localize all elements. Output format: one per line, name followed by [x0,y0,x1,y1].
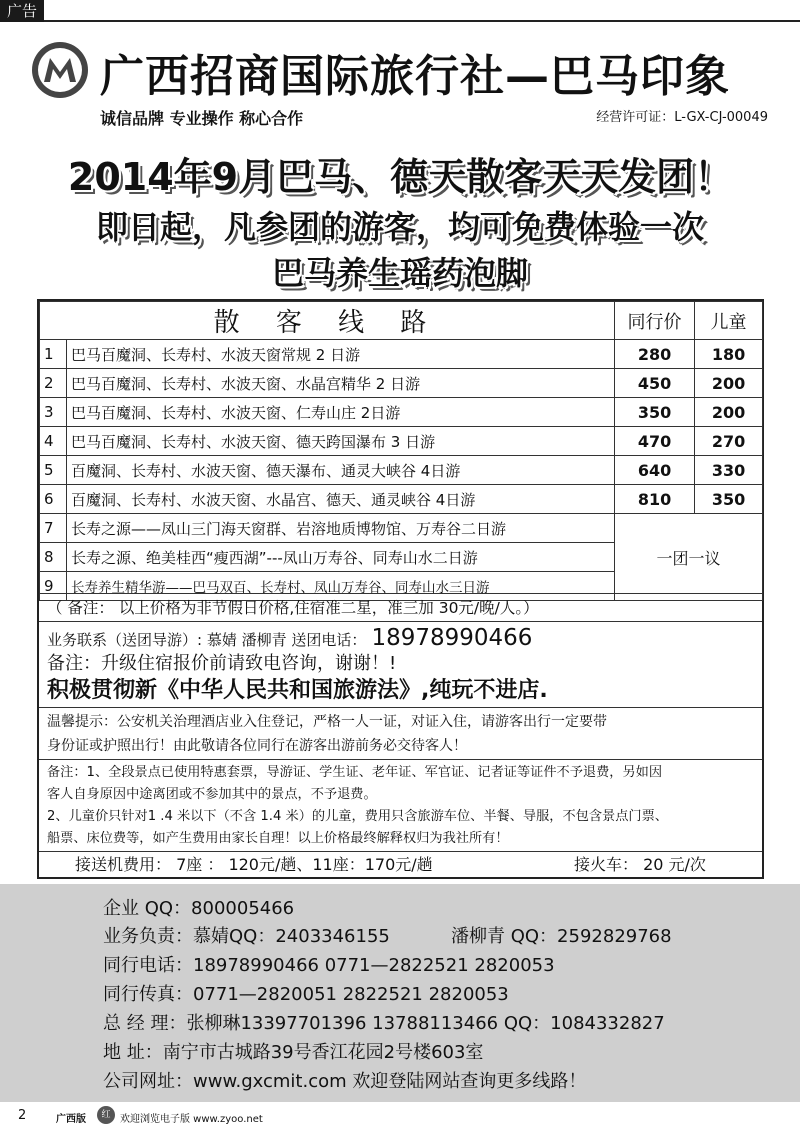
peer-price: 640 [615,456,695,485]
peer-price: 810 [615,485,695,514]
tourism-law-slogan: 积极贯彻新《中华人民共和国旅游法》,纯玩不进店. [47,678,548,703]
peer-fax: 同行传真：0771—2820051 2822521 2820053 [103,984,509,1005]
table-row [40,369,763,398]
transfer-box [39,851,762,877]
route-name: 巴马百魔洞、长寿村、水波天窗常规 2 日游 [67,340,615,369]
child-price: 200 [695,398,763,427]
row-number: 1 [40,340,67,369]
headline-3: 巴马养生瑶药泡脚 [271,254,528,292]
tips-line: 身份证或护照出行！由此敬请各位同行在游客出游前务必交待客人！ [47,738,467,754]
peer-price: 470 [615,427,695,456]
edition-site-link[interactable]: 欢迎浏览电子版 www.zyoo.net [120,1114,263,1125]
staff-qq-a: 业务负责：慕婧QQ：2403346155 [103,926,390,947]
table-row [40,398,763,427]
address: 地 址：南宁市古城路39号香江花园2号楼603室 [103,1042,484,1063]
company-qq: 企业 QQ：800005466 [103,898,295,919]
row-number: 6 [40,485,67,514]
ad-tag: 广告 [0,0,44,22]
peer-price: 450 [615,369,695,398]
edition-badge-icon: 红 [97,1106,115,1124]
route-name: 长寿养生精华游——巴马双百、长寿村、凤山万寿谷、同寿山水三日游 [67,572,615,601]
table-row [40,456,763,485]
column-peer-price: 同行价 [615,302,695,340]
company-name: 广西招商国际旅行社—巴马印象 [100,51,730,102]
route-name: 长寿之源、绝美桂西“瘦西湖”---凤山万寿谷、同寿山水二日游 [67,543,615,572]
child-price: 180 [695,340,763,369]
peer-price: 280 [615,340,695,369]
peer-price: 350 [615,398,695,427]
route-name: 巴马百魔洞、长寿村、水波天窗、德天跨国瀑布 3 日游 [67,427,615,456]
price-note-box [39,593,762,621]
table-row [40,427,763,456]
contact-note: 备注：升级住宿报价前请致电咨询，谢谢！! [47,653,397,674]
row-number: 3 [40,398,67,427]
tips-line: 温馨提示：公安机关治理酒店业入住登记，严格一人一证，对证入住，请游客出行一定要带 [47,714,607,730]
child-price: 330 [695,456,763,485]
negotiable-price: 一团一议 [615,514,763,601]
top-divider [44,20,800,22]
slogan: 诚信品牌 专业操作 称心合作 [100,109,304,128]
routes-title: 散 客 线 路 [40,302,615,340]
contact-box [39,621,762,707]
transfer-train: 接火车： 20 元/次 [574,855,706,874]
table-row [40,514,763,543]
peer-telephone: 同行电话：18978990466 0771—2822521 2820053 [103,955,555,976]
remark-line: 客人自身原因中途离团或不参加其中的景点，不予退费。 [47,787,377,802]
child-price: 200 [695,369,763,398]
remark-line: 备注：1、全段景点已使用特惠套票，导游证、学生证、老年证、军官证、记者证等证件不予退费，另如因 [47,765,663,780]
routes-table [39,301,763,601]
route-name: 百魔洞、长寿村、水波天窗、水晶宫、德天、通灵峡谷 4日游 [67,485,615,514]
route-name: 巴马百魔洞、长寿村、水波天窗、水晶宫精华 2 日游 [67,369,615,398]
routes-panel [37,299,764,879]
website: 公司网址：www.gxcmit.com 欢迎登陆网站查询更多线路！ [103,1071,587,1092]
company-logo-icon [30,40,90,100]
price-note: （ 备注： 以上价格为非节假日价格,住宿准二星，准三加 30元/晚/人。） [47,599,539,617]
contact-phone: 18978990466 [371,625,533,651]
row-number: 4 [40,427,67,456]
table-row [40,485,763,514]
route-name: 百魔洞、长寿村、水波天窗、德天瀑布、通灵大峡谷 4日游 [67,456,615,485]
headline-1: 2014年9月巴马、德天散客天天发团！ [67,155,733,199]
row-number: 5 [40,456,67,485]
column-child-price: 儿童 [695,302,763,340]
remark-line: 船票、床位费等，如产生费用由家长自理！以上价格最终解释权归为我社所有！ [47,831,509,846]
remark-line: 2、儿童价只针对1 .4 米以下（不含 1.4 米）的儿童，费用只含旅游车位、半餐、导服，不包含景点门票、 [47,809,668,824]
route-name: 巴马百魔洞、长寿村、水波天窗、仁寿山庄 2日游 [67,398,615,427]
general-manager: 总 经 理：张柳琳13397701396 13788113466 QQ：1084332827 [103,1013,665,1034]
page-number: 2 [18,1108,27,1123]
contact-label: 业务联系（送团导游）: 慕婧 潘柳青 送团电话： [47,631,367,649]
remarks-box [39,759,762,851]
route-name: 长寿之源——凤山三门海天窗群、岩溶地质博物馆、万寿谷二日游 [67,514,615,543]
row-number: 9 [40,572,67,601]
row-number: 8 [40,543,67,572]
contact-footer [0,884,800,1102]
edition-label: 广西版 [56,1114,86,1125]
child-price: 350 [695,485,763,514]
headline-2: 即日起，凡参团的游客，均可免费体验一次 [95,208,704,246]
staff-qq-b: 潘柳青 QQ：2592829768 [451,926,672,947]
transfer-airport: 接送机费用： 7座 ： 120元/趟、11座：170元/趟 [75,855,433,874]
license-number: 经营许可证：L-GX-CJ-00049 [596,110,768,125]
row-number: 2 [40,369,67,398]
child-price: 270 [695,427,763,456]
table-row [40,340,763,369]
tips-box [39,707,762,759]
row-number: 7 [40,514,67,543]
